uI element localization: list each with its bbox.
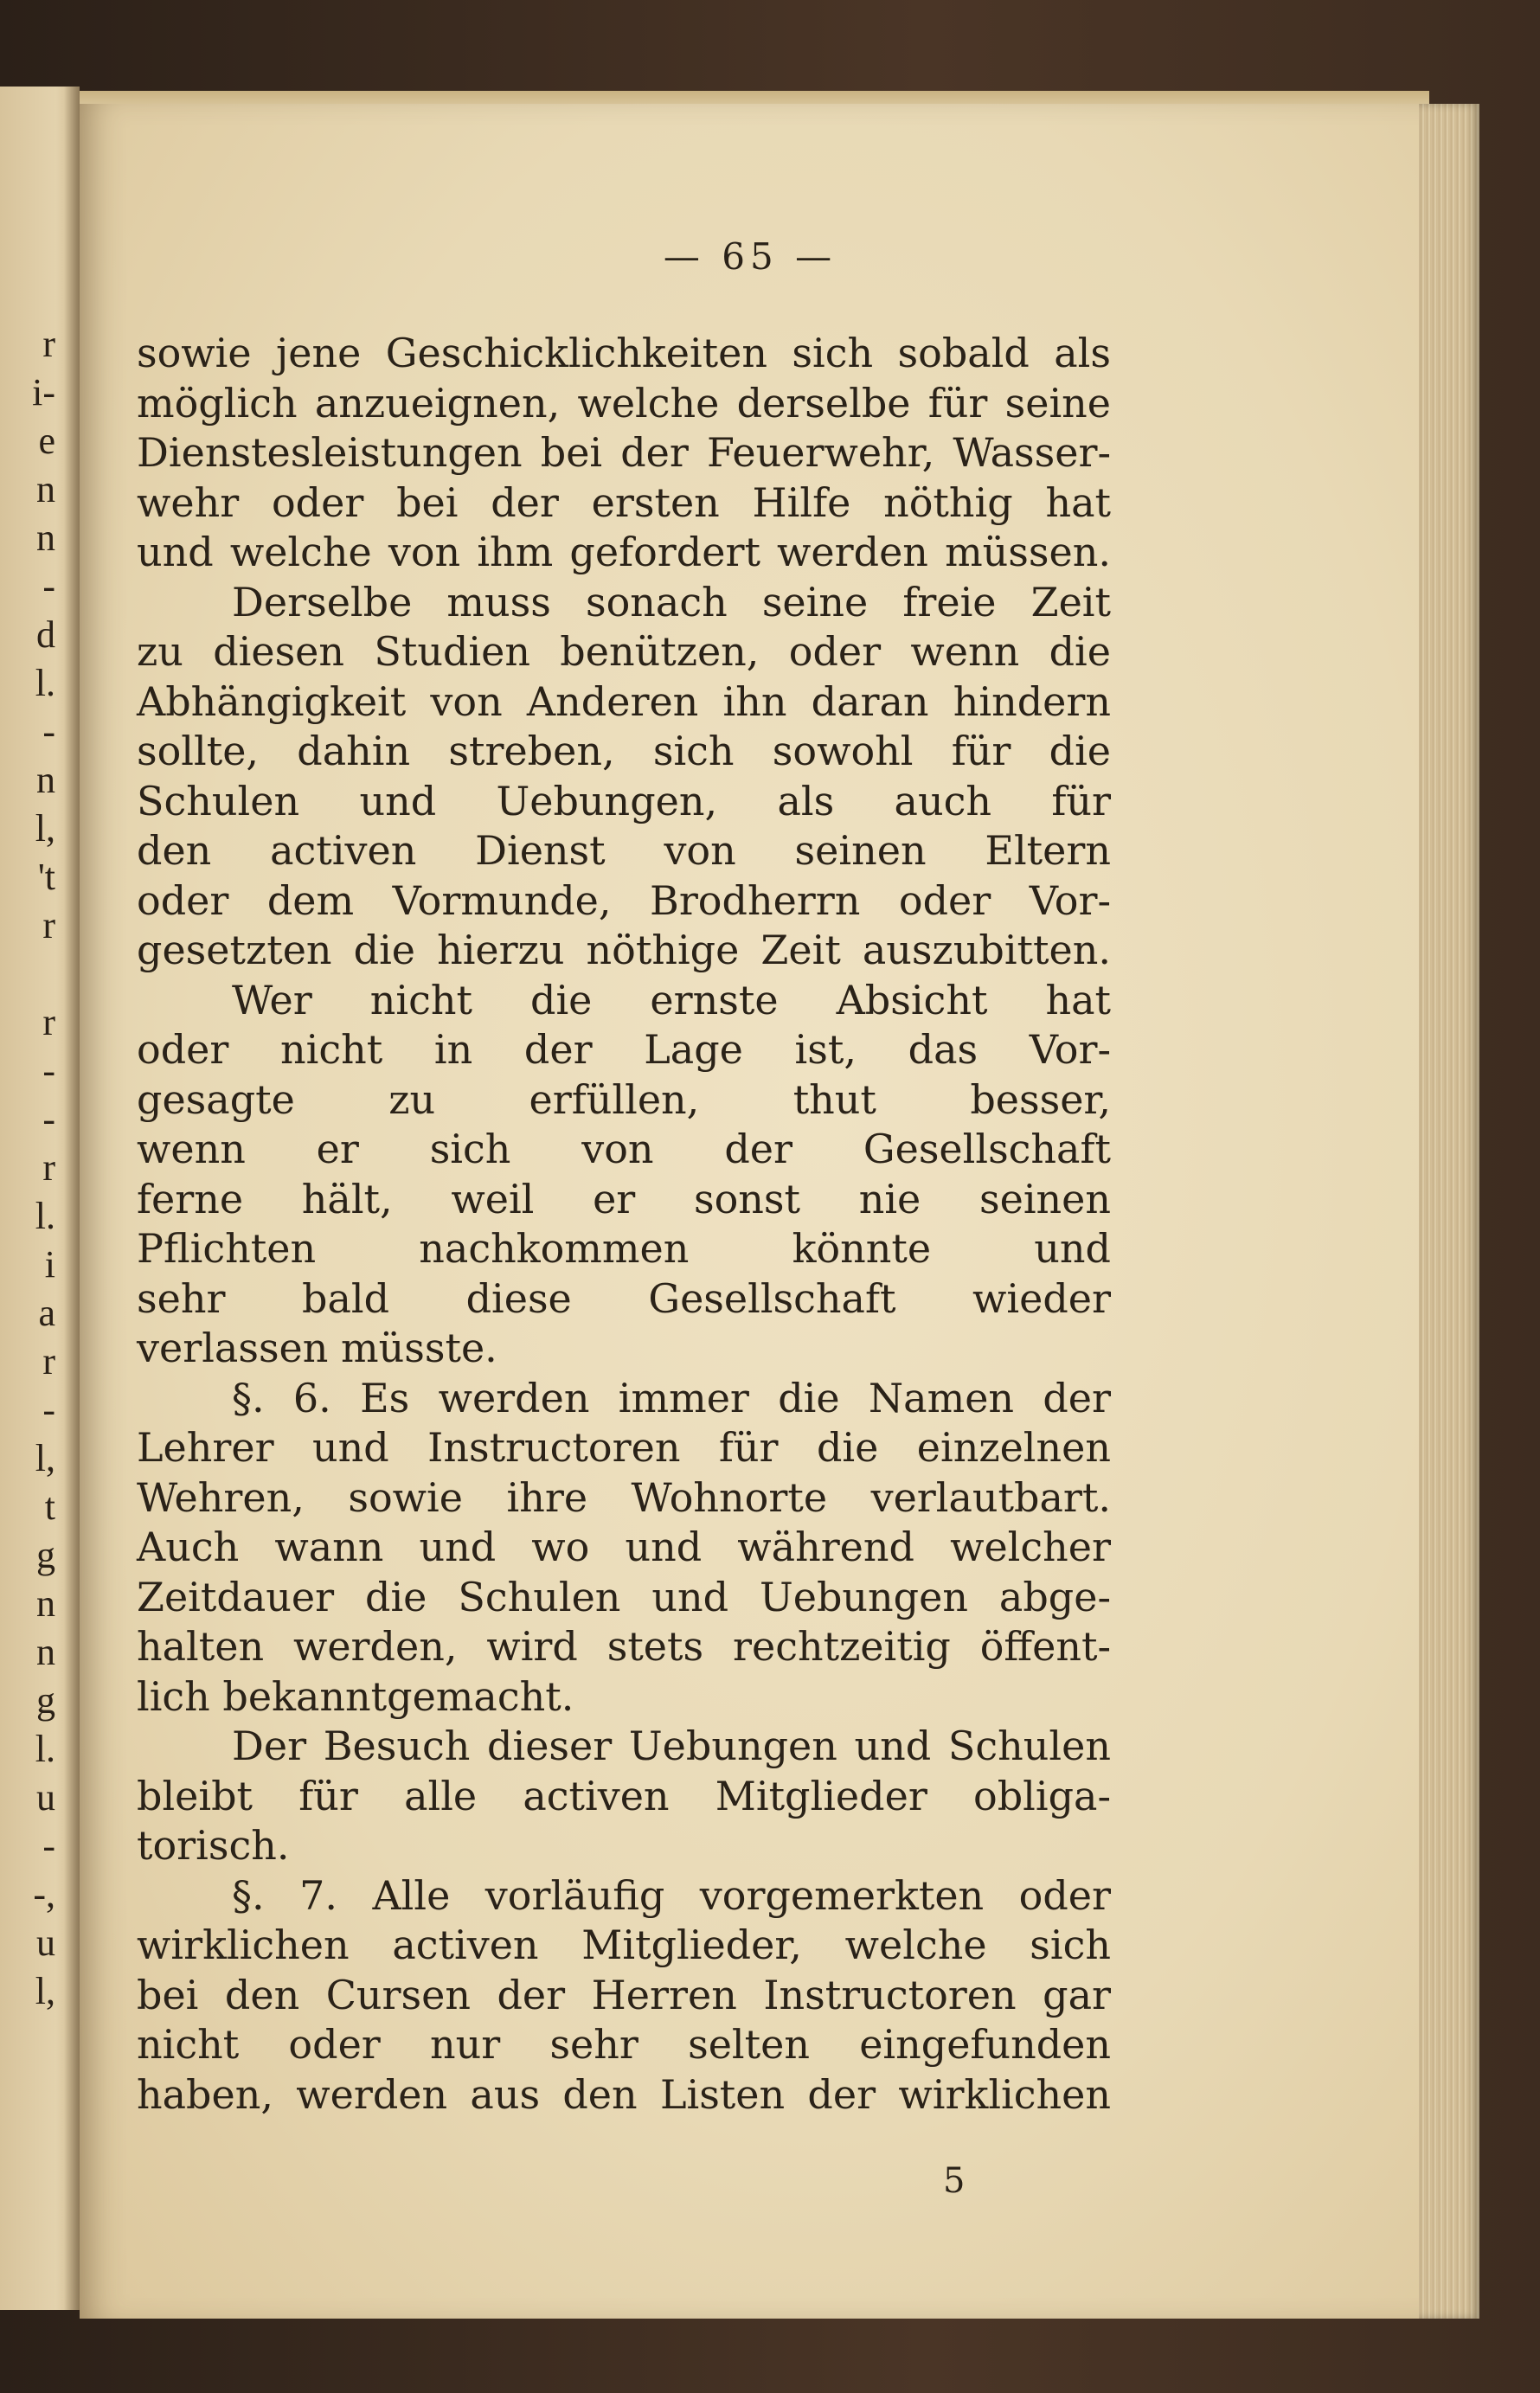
text-line: Wehren, sowie ihre Wohnorte verlautbart. — [137, 1473, 1111, 1521]
facing-page-fragment: u — [36, 1776, 55, 1819]
facing-page-fragment: r — [42, 1001, 55, 1043]
text-line: oder nicht in der Lage ist, das Vor- — [137, 1026, 1111, 1073]
text-line: sollte, dahin streben, sich sowohl für die — [137, 728, 1111, 774]
text-line: den activen Dienst von seinen Eltern — [137, 827, 1111, 874]
text-line: wenn er sich von der Gesellschaft — [137, 1126, 1111, 1172]
text-line: nicht oder nur sehr selten eingefunden — [137, 2021, 1111, 2068]
text-line: §. 7. Alle vorläufig vorgemerkten oder — [232, 1871, 1111, 1919]
text-line: Dienstesleistungen bei der Feuerwehr, Wasser- — [137, 429, 1111, 476]
text-line: zu diesen Studien benützen, oder wenn die — [137, 628, 1111, 675]
page-stack-edge — [1419, 104, 1479, 2319]
facing-page-fragment: g — [36, 1534, 55, 1576]
facing-page-fragment: n — [36, 516, 55, 559]
text-line: lich bekanntgemacht. — [137, 1672, 574, 1720]
facing-page-fragment: r — [42, 1340, 55, 1383]
facing-page-fragment: r — [42, 323, 55, 365]
text-line: sehr bald diese Gesellschaft wieder — [137, 1274, 1111, 1322]
facing-page-fragment: - — [42, 1389, 55, 1431]
facing-page-fragment: l. — [35, 662, 55, 704]
facing-page-fragment: - — [42, 1049, 55, 1092]
facing-page-fragment: u — [36, 1921, 55, 1964]
facing-page-fragment: e — [38, 420, 55, 462]
facing-page-fragment: n — [36, 1631, 55, 1673]
text-line: Zeitdauer die Schulen und Uebungen abge- — [137, 1573, 1111, 1620]
page-number-header: — 65 — — [663, 235, 837, 278]
text-line: wehr oder bei der ersten Hilfe nöthig hat — [137, 478, 1111, 526]
facing-page-fragment: - — [42, 1098, 55, 1140]
facing-page-fragment: l, — [35, 807, 55, 850]
facing-page-fragment: - — [42, 1825, 55, 1867]
facing-page-edge — [0, 87, 80, 2310]
text-line: gesetzten die hierzu nöthige Zeit auszubitten. — [137, 927, 1111, 973]
text-line: Wer nicht die ernste Absicht hat — [232, 976, 1111, 1023]
text-line: Lehrer und Instructoren für die einzelnen — [137, 1424, 1111, 1471]
facing-page-fragment: n — [36, 1582, 55, 1625]
text-line: gesagte zu erfüllen, thut besser, — [137, 1075, 1111, 1123]
facing-page-fragment: n — [36, 468, 55, 510]
facing-page-fragment: i- — [32, 371, 55, 414]
facing-page-fragment: r — [42, 904, 55, 946]
facing-page-fragment: l, — [35, 1437, 55, 1479]
facing-page-fragment: r — [42, 1146, 55, 1189]
facing-page-fragment — [0, 950, 61, 998]
text-line: halten werden, wird stets rechtzeitig öffent- — [137, 1623, 1111, 1670]
facing-page-fragment: i — [44, 1243, 55, 1286]
text-line: oder dem Vormunde, Brodherrn oder Vor- — [137, 876, 1111, 924]
facing-page-fragment: d — [36, 613, 55, 656]
facing-page-fragment: n — [36, 759, 55, 801]
text-line: Derselbe muss sonach seine freie Zeit — [232, 578, 1111, 626]
text-line: Der Besuch dieser Uebungen und Schulen — [232, 1723, 1111, 1769]
text-line: möglich anzueignen, welche derselbe für seine — [137, 379, 1111, 427]
facing-page-fragment: - — [42, 565, 55, 607]
text-line: ferne hält, weil er sonst nie seinen — [137, 1175, 1111, 1222]
text-line: Schulen und Uebungen, als auch für — [137, 777, 1111, 824]
facing-page-fragment: l, — [35, 1970, 55, 2012]
text-line: Auch wann und wo und während welcher — [137, 1524, 1111, 1570]
facing-page-fragment: l. — [35, 1728, 55, 1770]
facing-page-text-fragments — [0, 87, 61, 2310]
facing-page-fragment: 't — [37, 856, 55, 898]
text-line: bei den Cursen der Herren Instructoren gar — [137, 1971, 1111, 2018]
facing-page-fragment: -, — [33, 1873, 55, 1915]
facing-page-fragment: a — [38, 1292, 55, 1334]
text-line: torisch. — [137, 1822, 290, 1869]
text-line: verlassen müsste. — [137, 1325, 497, 1371]
text-line: Pflichten nachkommen könnte und — [137, 1225, 1111, 1272]
text-line: wirklichen activen Mitglieder, welche sich — [137, 1921, 1111, 1968]
gutter-shadow — [64, 87, 80, 2310]
signature-mark: 5 — [943, 2161, 966, 2201]
text-line: Abhängigkeit von Anderen ihn daran hindern — [137, 677, 1111, 725]
facing-page-fragment: - — [42, 710, 55, 753]
facing-page-fragment: t — [44, 1485, 55, 1528]
page-body-text — [137, 329, 1111, 2120]
text-line: und welche von ihm gefordert werden müssen. — [137, 529, 1111, 575]
text-line: sowie jene Geschicklichkeiten sich sobald als — [137, 330, 1111, 376]
text-line: bleibt für alle activen Mitglieder obliga- — [137, 1772, 1111, 1819]
facing-page-fragment: g — [36, 1679, 55, 1722]
text-line: §. 6. Es werden immer die Namen der — [232, 1374, 1111, 1421]
facing-page-fragment: l. — [35, 1195, 55, 1237]
text-line: haben, werden aus den Listen der wirklichen — [137, 2070, 1111, 2118]
